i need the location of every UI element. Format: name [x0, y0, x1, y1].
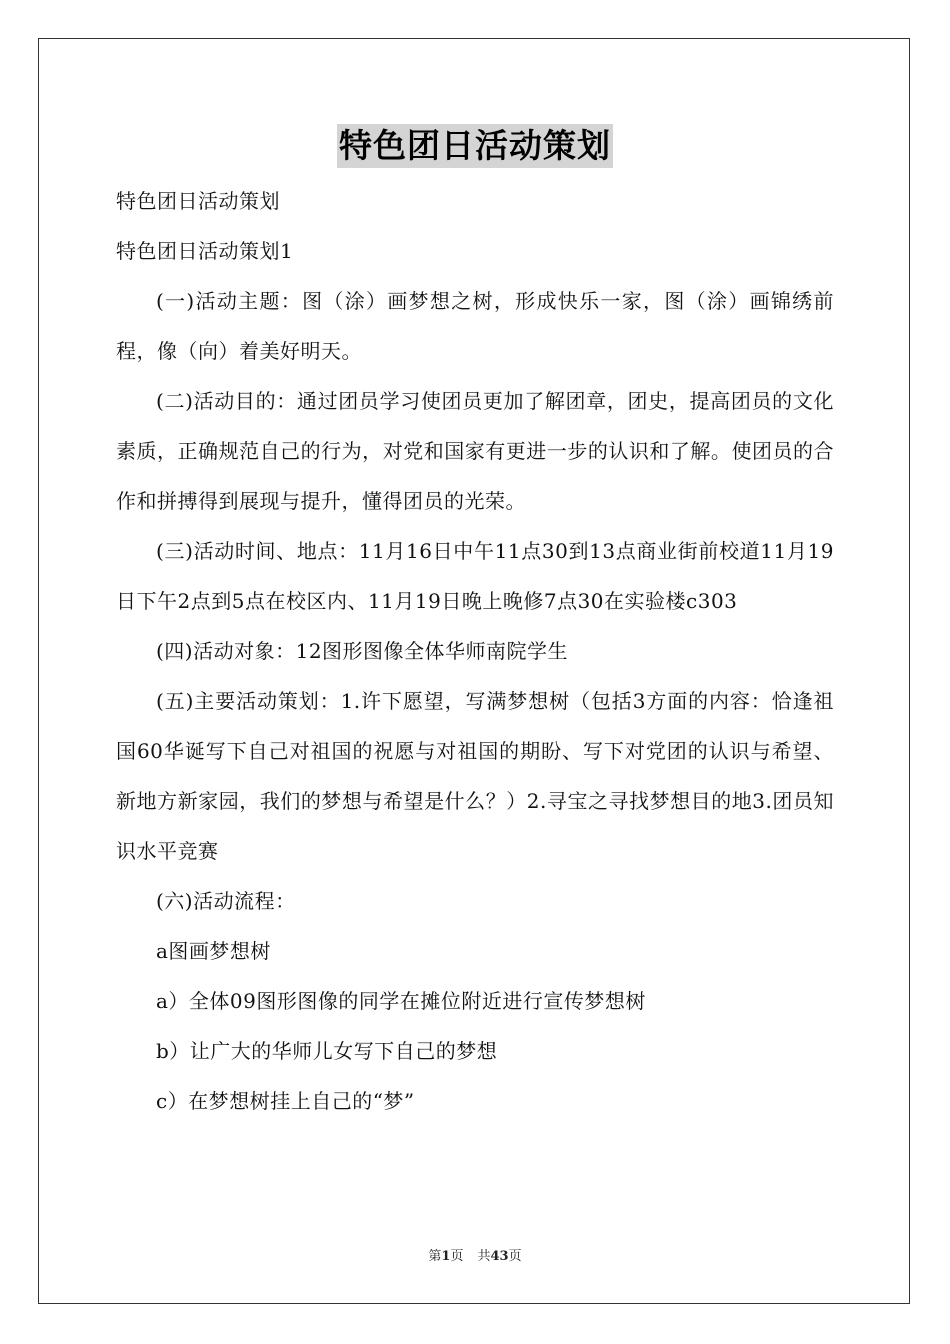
page-footer: [0, 1247, 950, 1267]
paragraph-theme: (一)活动主题：图（涂）画梦想之树，形成快乐一家，图（涂）画锦绣前程，像（向）着美好明天。: [116, 289, 834, 363]
total-suffix: 页: [508, 1249, 522, 1264]
page-suffix: 页: [450, 1249, 464, 1264]
paragraph-time-place: (三)活动时间、地点：11月16日中午11点30到13点商业街前校道11月19日下午2点到5点在校区内、11月19日晚上晚修7点30在实验楼c303: [116, 539, 834, 613]
paragraph-purpose: (二)活动目的：通过团员学习使团员更加了解团章，团史，提高团员的文化素质，正确规范自己的行为，对党和国家有更进一步的认识和了解。使团员的合作和拼搏得到展现与提升，懂得团员的光荣。: [116, 389, 834, 513]
paragraph-subheading: 特色团日活动策划1: [116, 239, 294, 263]
total-prefix: 共: [477, 1249, 491, 1264]
list-item: c）在梦想树挂上自己的“梦”: [156, 1089, 415, 1113]
title-container: [0, 124, 950, 168]
document-body: [116, 176, 834, 1126]
page-current: 1: [441, 1249, 451, 1264]
list-item: b）让广大的华师儿女写下自己的梦想: [156, 1039, 498, 1063]
list-item: a）全体09图形图像的同学在摊位附近进行宣传梦想树: [156, 989, 646, 1013]
paragraph-plan: (五)主要活动策划：1.许下愿望，写满梦想树（包括3方面的内容：恰逢祖国60华诞写下自己对祖国的祝愿与对祖国的期盼、写下对党团的认识与希望、新地方新家园，我们的梦想与希望是什么？）2.寻宝之寻找梦想目的地3.团员知识水平竞赛: [116, 689, 834, 863]
page-prefix: 第: [428, 1249, 442, 1264]
paragraph-process: (六)活动流程：: [156, 889, 296, 913]
paragraph-heading: 特色团日活动策划: [116, 189, 280, 213]
page-total: 43: [490, 1249, 509, 1264]
document-title: 特色团日活动策划: [337, 124, 613, 168]
paragraph-audience: (四)活动对象：12图形图像全体华师南院学生: [156, 639, 569, 663]
list-item: a图画梦想树: [156, 939, 271, 963]
